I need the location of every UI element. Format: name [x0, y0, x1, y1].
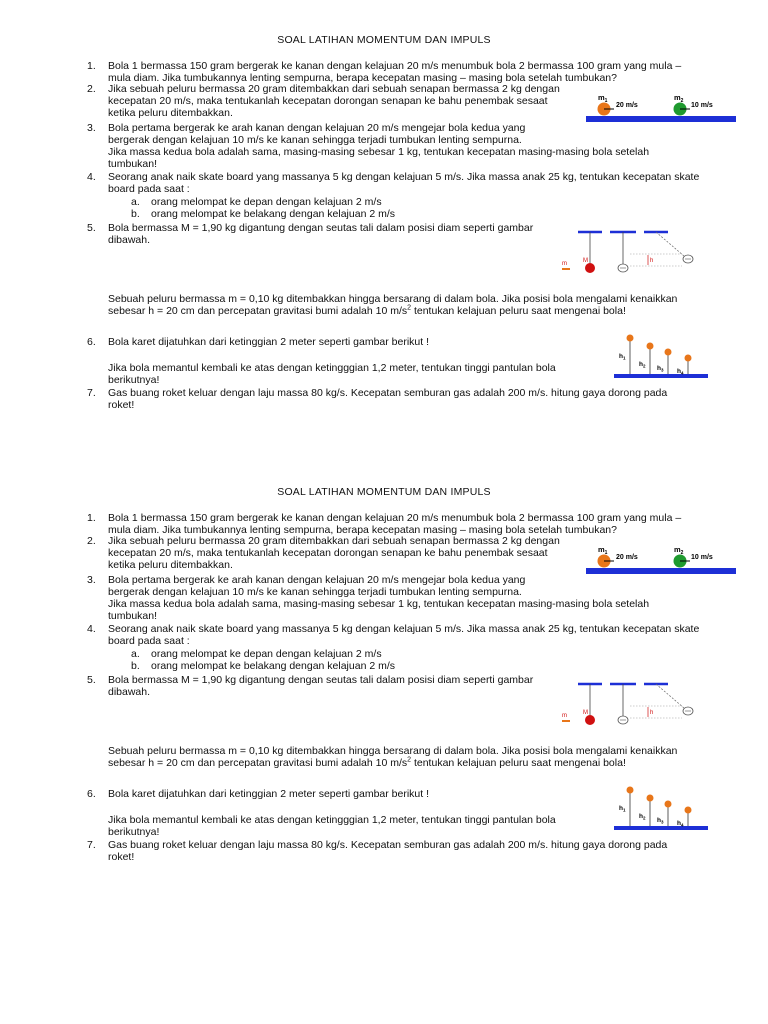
- ball: [665, 801, 672, 808]
- velocity-label: 10 m/s: [691, 554, 713, 561]
- collision-figure: [584, 92, 744, 128]
- question-text-line: Jika sebuah peluru bermassa 20 gram ditembakkan dari sebuah senapan bermassa 2 kg dengan: [108, 535, 560, 547]
- question-text-line: Jika massa kedua bola adalah sama, masing-masing sebesar 1 kg, tentukan kecepatan masing-masing bola setelah: [108, 146, 650, 158]
- ball-mass-label: M: [583, 710, 588, 716]
- ball: [665, 349, 672, 356]
- question-text-line: bergerak dengan kelajuan 10 m/s ke kanan sehingga terjadi tumbukan lenting sempurna.: [108, 586, 522, 598]
- paragraph-text: sebesar h = 20 cm dan percepatan gravitasi bumi adalah 10 m/s: [108, 757, 408, 770]
- question-number: 6.: [87, 336, 96, 348]
- mass-label: $m_2$: [674, 93, 684, 104]
- bounce-figure: [612, 784, 712, 834]
- superscript: 2: [407, 304, 412, 312]
- worksheet-copy-1: [0, 34, 768, 454]
- height-label: $h_2$: [639, 361, 646, 369]
- worksheet-title: SOAL LATIHAN MOMENTUM DAN IMPULS: [277, 486, 491, 498]
- question-text-line: Bola bermassa M = 1,90 kg digantung dengan seutas tali dalam posisi diam seperti gambar: [108, 222, 534, 234]
- pendulum-ball: [585, 715, 595, 725]
- sub-question-mark: a.: [131, 196, 140, 208]
- height-label: $h_4$: [677, 820, 684, 828]
- question-text-line: kecepatan 20 m/s, maka tentukanlah kecepatan dorongan senapan ke bahu penembak sesaat: [108, 95, 548, 107]
- paragraph-line: Jika bola memantul kembali ke atas dengan ketingggian 1,2 meter, tentukan tinggi pantulan bola: [108, 814, 556, 826]
- height-label: $h_3$: [657, 365, 664, 373]
- sub-question-mark: a.: [131, 648, 140, 660]
- paragraph-line: berikutnya!: [108, 374, 160, 387]
- mass-label: $m_2$: [674, 545, 684, 556]
- question-text-line: Jika sebuah peluru bermassa 20 gram ditembakkan dari sebuah senapan bermassa 2 kg dengan: [108, 83, 560, 95]
- question-number: 3.: [87, 122, 96, 134]
- height-label: $h_1$: [619, 805, 626, 813]
- paragraph-line: Sebuah peluru bermassa m = 0,10 kg ditembakkan hingga bersarang di dalam bola. Jika posisi bola mengalami kenaikkan: [108, 745, 678, 757]
- paragraph-line: Jika bola memantul kembali ke atas dengan ketingggian 1,2 meter, tentukan tinggi pantulan bola: [108, 362, 556, 374]
- question-5-paragraph: [108, 745, 728, 769]
- question-text-line: ketika peluru ditembakkan.: [108, 559, 233, 571]
- height-label: $h_2$: [639, 813, 646, 821]
- question-text-line: roket!: [108, 399, 135, 411]
- question-number: 6.: [87, 788, 96, 800]
- question-text-line: board pada saat :: [108, 635, 190, 647]
- question-number: 2.: [87, 83, 96, 95]
- bullet-mass-label: m: [562, 713, 567, 719]
- question-number: 5.: [87, 674, 96, 686]
- ball: [685, 355, 692, 362]
- swung-string: [656, 684, 684, 708]
- ball: [685, 807, 692, 814]
- question-text-line: Bola karet dijatuhkan dari ketinggian 2 meter seperti gambar berikut !: [108, 336, 430, 348]
- question-text-line: Bola pertama bergerak ke arah kanan dengan kelajuan 20 m/s mengejar bola kedua yang: [108, 122, 526, 134]
- collision-figure: [584, 544, 744, 580]
- sub-question-text: orang melompat ke belakang dengan kelajuan 2 m/s: [151, 660, 395, 672]
- paragraph-text: tentukan kelajuan peluru saat mengenai bola!: [411, 305, 626, 318]
- paragraph-text: sebesar h = 20 cm dan percepatan gravitasi bumi adalah 10 m/s: [108, 305, 408, 318]
- question-number: 1.: [87, 512, 96, 524]
- question-text-line: dibawah.: [108, 686, 151, 698]
- question-text-line: Jika massa kedua bola adalah sama, masing-masing sebesar 1 kg, tentukan kecepatan masing-masing bola setelah: [108, 598, 650, 610]
- question-text-line: Seorang anak naik skate board yang massanya 5 kg dengan kelajuan 5 m/s. Jika massa anak 25 kg, tentukan kecepatan skate: [108, 171, 700, 183]
- question-number: 7.: [87, 387, 96, 399]
- question-text-line: bergerak dengan kelajuan 10 m/s ke kanan sehingga terjadi tumbukan lenting sempurna.: [108, 134, 522, 146]
- ball: [627, 787, 634, 794]
- height-label: $h_3$: [657, 817, 664, 825]
- question-number: 4.: [87, 171, 96, 183]
- question-number: 7.: [87, 839, 96, 851]
- velocity-label: 20 m/s: [616, 102, 638, 109]
- paragraph-line: [108, 305, 728, 317]
- velocity-label: 10 m/s: [691, 102, 713, 109]
- question-text-line: mula diam. Jika tumbukannya lenting sempurna, berapa kecepatan masing – masing bola setelah tumbukan?: [108, 524, 617, 536]
- question-number: 5.: [87, 222, 96, 234]
- question-text-line: board pada saat :: [108, 183, 190, 195]
- velocity-label: 20 m/s: [616, 554, 638, 561]
- ball-mass-label: M: [583, 258, 588, 264]
- question-text-line: Bola 1 bermassa 150 gram bergerak ke kanan dengan kelajuan 20 m/s menumbuk bola 2 bermassa 100 gram yang mula –: [108, 60, 682, 72]
- question-number: 4.: [87, 623, 96, 635]
- question-number: 1.: [87, 60, 96, 72]
- question-text-line: Bola karet dijatuhkan dari ketinggian 2 meter seperti gambar berikut !: [108, 788, 430, 800]
- track: [586, 116, 736, 122]
- floor: [614, 374, 708, 378]
- question-text-line: tumbukan!: [108, 610, 158, 622]
- pendulum-ball: [585, 263, 595, 273]
- question-number: 2.: [87, 535, 96, 547]
- sub-question-text: orang melompat ke depan dengan kelajuan 2 m/s: [151, 648, 382, 660]
- question-number: 3.: [87, 574, 96, 586]
- paragraph-text: tentukan kelajuan peluru saat mengenai bola!: [411, 757, 626, 770]
- question-text-line: Bola 1 bermassa 150 gram bergerak ke kanan dengan kelajuan 20 m/s menumbuk bola 2 bermassa 100 gram yang mula –: [108, 512, 682, 524]
- paragraph-line: Sebuah peluru bermassa m = 0,10 kg ditembakkan hingga bersarang di dalam bola. Jika posisi bola mengalami kenaikkan: [108, 293, 678, 305]
- pendulum-figure: [560, 678, 710, 730]
- question-text-line: Seorang anak naik skate board yang massanya 5 kg dengan kelajuan 5 m/s. Jika massa anak 25 kg, tentukan kecepatan skate: [108, 623, 700, 635]
- ball: [647, 795, 654, 802]
- mass-label: $m_1$: [598, 545, 608, 556]
- mass-label: $m_1$: [598, 93, 608, 104]
- swung-string: [656, 232, 684, 256]
- question-text-line: Gas buang roket keluar dengan laju massa 80 kg/s. Kecepatan semburan gas adalah 200 m/s. hitung gaya dorong pada: [108, 387, 668, 399]
- question-text-line: dibawah.: [108, 234, 151, 246]
- question-text-line: tumbukan!: [108, 158, 158, 170]
- paragraph-line: [108, 757, 728, 769]
- ball: [647, 343, 654, 350]
- height-label: h: [650, 710, 654, 716]
- question-text-line: Bola bermassa M = 1,90 kg digantung dengan seutas tali dalam posisi diam seperti gambar: [108, 674, 534, 686]
- question-text-line: Bola pertama bergerak ke arah kanan dengan kelajuan 20 m/s mengejar bola kedua yang: [108, 574, 526, 586]
- height-label: h: [650, 258, 654, 264]
- ball: [627, 335, 634, 342]
- height-label: $h_4$: [677, 368, 684, 376]
- question-text-line: roket!: [108, 851, 135, 863]
- bullet-mass-label: m: [562, 261, 567, 267]
- bounce-figure: [612, 332, 712, 382]
- worksheet-copy-2: [0, 486, 768, 906]
- height-label: $h_1$: [619, 353, 626, 361]
- superscript: 2: [407, 756, 412, 764]
- pendulum-figure: [560, 226, 710, 278]
- track: [586, 568, 736, 574]
- question-text-line: kecepatan 20 m/s, maka tentukanlah kecepatan dorongan senapan ke bahu penembak sesaat: [108, 547, 548, 559]
- question-text-line: mula diam. Jika tumbukannya lenting sempurna, berapa kecepatan masing – masing bola setelah tumbukan?: [108, 72, 617, 84]
- paragraph-line: berikutnya!: [108, 826, 160, 839]
- question-text-line: Gas buang roket keluar dengan laju massa 80 kg/s. Kecepatan semburan gas adalah 200 m/s. hitung gaya dorong pada: [108, 839, 668, 851]
- question-5-paragraph: [108, 293, 728, 317]
- sub-question-text: orang melompat ke belakang dengan kelajuan 2 m/s: [151, 208, 395, 220]
- bullet: [562, 720, 570, 722]
- bullet: [562, 268, 570, 270]
- question-text-line: ketika peluru ditembakkan.: [108, 107, 233, 119]
- sub-question-text: orang melompat ke depan dengan kelajuan 2 m/s: [151, 196, 382, 208]
- sub-question-mark: b.: [131, 208, 140, 220]
- sub-question-mark: b.: [131, 660, 140, 672]
- floor: [614, 826, 708, 830]
- worksheet-title: SOAL LATIHAN MOMENTUM DAN IMPULS: [277, 34, 491, 46]
